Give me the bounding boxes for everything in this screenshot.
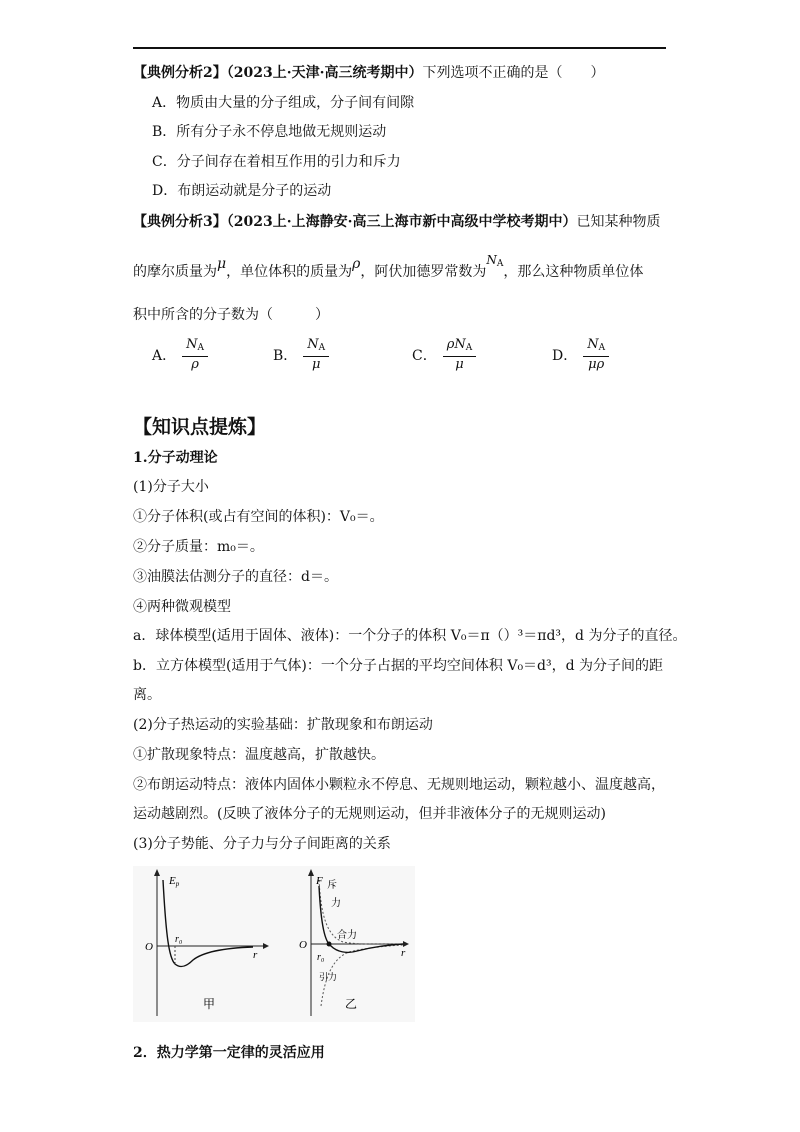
na-letter: N <box>486 253 497 267</box>
choice-label: B． <box>273 348 298 364</box>
ep-letter: E <box>169 875 176 887</box>
fraction <box>182 337 208 373</box>
choice-c <box>412 333 482 377</box>
example-source: （2023上·上海静安·高三上海市新中高级中学校考期中） <box>226 214 577 230</box>
avogadro-symbol <box>486 253 503 267</box>
text-segment: ，单位体积的质量为 <box>226 264 353 280</box>
option-c: C．分子间存在着相互作用的引力和斥力 <box>152 154 401 170</box>
r-label: r <box>401 947 406 959</box>
subheading-size: (1)分子大小 <box>133 479 209 495</box>
model-cube-line2: 离。 <box>133 687 161 703</box>
example-source: （2023上·天津·高三统考期中） <box>226 65 423 81</box>
example-2-stem <box>133 63 604 83</box>
item-volume: ①分子体积(或占有空间的体积)：V₀＝。 <box>133 509 384 525</box>
f-label: F <box>316 875 323 887</box>
option-a: A．物质由大量的分子组成，分子间有间隙 <box>152 95 415 111</box>
numerator <box>583 337 609 357</box>
figure-svg <box>133 866 415 1022</box>
denominator: μρ <box>588 357 605 372</box>
ep-subscript: p <box>175 880 180 888</box>
example-tag: 【典例分析2】 <box>133 65 227 81</box>
choice-a <box>152 333 214 377</box>
numerator-sub: A <box>197 343 204 353</box>
numerator <box>182 337 208 357</box>
text-segment: 的摩尔质量为 <box>133 264 217 280</box>
denominator: μ <box>455 357 464 372</box>
example-3-line3: 积中所含的分子数为（ ） <box>133 307 329 323</box>
example-question: 已知某种物质 <box>576 214 661 230</box>
equilibrium-point <box>327 942 332 947</box>
option-b: B．所有分子永不停息地做无规则运动 <box>152 124 387 140</box>
fraction <box>583 337 609 373</box>
numerator-sub: A <box>465 343 473 353</box>
choice-b <box>273 333 335 377</box>
repulsion-label: 斥 <box>327 880 337 891</box>
subheading-thermal-motion: (2)分子热运动的实验基础：扩散现象和布朗运动 <box>133 717 433 733</box>
numerator <box>303 337 329 357</box>
origin-label: O <box>299 939 307 951</box>
choice-d <box>552 333 615 377</box>
caption-jia: 甲 <box>203 997 216 1011</box>
example-question: 下列选项不正确的是（ ） <box>422 65 605 81</box>
item-brownian-line1: ②布朗运动特点：液体内固体小颗粒永不停息、无规则地运动，颗粒越小、温度越高， <box>133 777 665 793</box>
model-cube-line1: b．立方体模型(适用于气体)：一个分子占据的平均空间体积 V₀＝d³，d 为分子间的距 <box>133 658 664 674</box>
heading-kinetic-theory: 1.分子动理论 <box>133 450 218 466</box>
item-mass: ②分子质量：m₀＝。 <box>133 539 264 555</box>
numerator-sub: A <box>318 343 326 353</box>
section-title: 【知识点提炼】 <box>133 416 267 438</box>
item-models: ④两种微观模型 <box>133 599 231 615</box>
heading-first-law: 2．热力学第一定律的灵活应用 <box>133 1045 325 1061</box>
example-3-stem <box>133 212 660 232</box>
choice-label: C． <box>412 348 437 364</box>
numerator-text: N <box>307 337 319 352</box>
numerator-text: N <box>587 337 599 352</box>
item-diffusion: ①扩散现象特点：温度越高，扩散越快。 <box>133 747 385 763</box>
text-segment: ，那么这种物质单位体 <box>503 264 644 280</box>
numerator-text: N <box>186 337 198 352</box>
model-sphere: a．球体模型(适用于固体、液体)：一个分子的体积 V₀＝π（）³＝πd³，d 为分子的直径。 <box>133 628 687 644</box>
header-rule <box>133 47 666 49</box>
molecular-force-figure <box>133 866 415 1022</box>
fraction <box>303 337 329 373</box>
r0-label: r₀ <box>317 952 325 963</box>
fraction <box>443 337 477 373</box>
net-force-label: 合力 <box>337 930 357 941</box>
rho-symbol: ρ <box>352 256 361 272</box>
item-brownian-line2: 运动越剧烈。(反映了液体分子的无规则运动，但并非液体分子的无规则运动) <box>133 806 606 822</box>
choice-label: A． <box>152 348 177 364</box>
example-tag: 【典例分析3】 <box>133 214 227 230</box>
r-label: r <box>253 949 258 961</box>
text-segment: ，阿伏加德罗常数为 <box>360 264 487 280</box>
r0-label: r₀ <box>175 934 183 945</box>
example-3-line2 <box>133 253 644 286</box>
origin-label: O <box>145 941 153 953</box>
subheading-potential-energy: (3)分子势能、分子力与分子间距离的关系 <box>133 836 391 852</box>
numerator-text: ρN <box>446 337 466 352</box>
denominator: ρ <box>191 357 199 372</box>
na-subscript: A <box>496 259 504 269</box>
attraction-label: 引力 <box>319 972 338 982</box>
mu-symbol: μ <box>217 256 227 272</box>
numerator-sub: A <box>598 343 606 353</box>
choice-label: D． <box>552 348 578 364</box>
caption-yi: 乙 <box>345 997 358 1011</box>
item-oil-film: ③油膜法估测分子的直径：d＝。 <box>133 569 338 585</box>
option-d: D．布朗运动就是分子的运动 <box>152 183 332 199</box>
repulsion-label-2: 力 <box>331 898 341 909</box>
denominator: μ <box>312 357 321 372</box>
numerator <box>443 337 477 357</box>
